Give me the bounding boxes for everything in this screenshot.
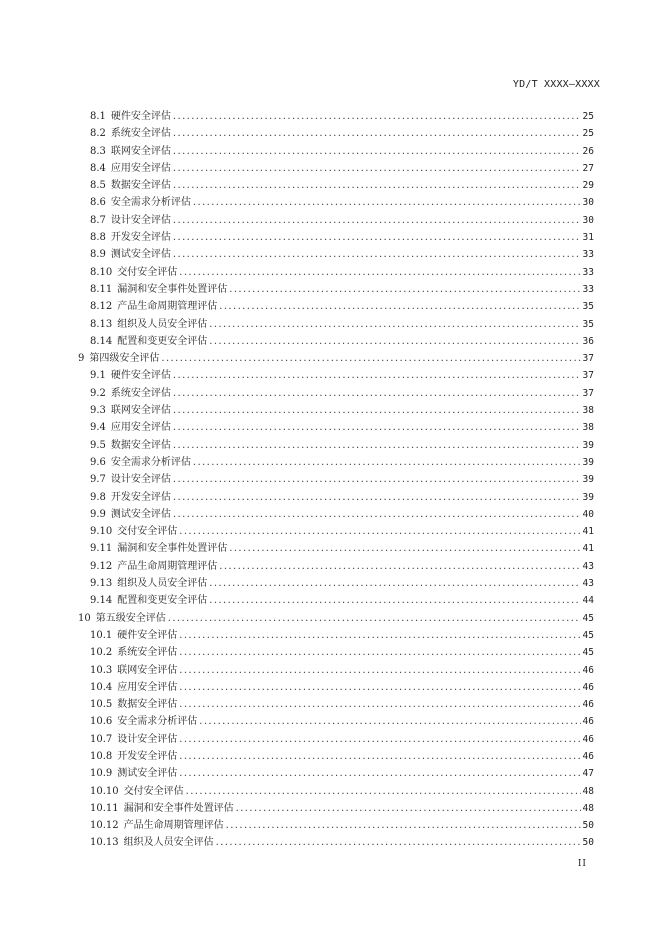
toc-entry[interactable] [78, 731, 594, 748]
toc-entry[interactable] [78, 800, 594, 817]
document-id-header: YD/T XXXX—XXXX [512, 79, 600, 90]
toc-entry-label [78, 610, 166, 627]
toc-entry[interactable] [78, 367, 594, 384]
toc-entry-number: 8.1 [90, 111, 106, 122]
toc-dot-leader [179, 264, 580, 281]
toc-entry-title: 硬件安全评估 [117, 629, 178, 641]
toc-entry[interactable] [78, 177, 594, 194]
toc-entry-number: 9.7 [90, 474, 106, 486]
toc-entry-title: 交付安全评估 [117, 526, 178, 538]
toc-entry-title: 测试安全评估 [110, 508, 171, 520]
toc-entry-label [90, 696, 177, 713]
toc-dot-leader [173, 506, 581, 523]
toc-entry-number: 9.6 [90, 456, 106, 468]
toc-entry-label [90, 143, 171, 160]
toc-entry-title: 测试安全评估 [110, 249, 171, 261]
table-of-contents [78, 108, 594, 852]
toc-entry-number: 9.4 [90, 422, 106, 434]
toc-entry-title: 测试安全评估 [117, 768, 178, 780]
toc-entry-label [90, 125, 171, 142]
toc-entry-title: 数据安全评估 [117, 699, 178, 711]
toc-entry-number: 9.5 [90, 439, 106, 451]
toc-entry-number: 8.9 [90, 249, 106, 261]
toc-entry-title: 交付安全评估 [123, 785, 184, 797]
toc-entry-label [90, 540, 227, 557]
toc-entry-number: 9.13 [90, 578, 113, 590]
toc-dot-leader [179, 765, 580, 782]
toc-entry[interactable] [78, 713, 594, 730]
toc-entry-page: 48 [582, 802, 594, 814]
toc-entry-label [90, 298, 217, 315]
toc-dot-leader [179, 696, 580, 713]
toc-entry-label [90, 748, 177, 765]
toc-entry-page: 29 [582, 180, 594, 192]
toc-entry[interactable] [78, 679, 594, 696]
toc-entry-number: 10.4 [90, 681, 113, 693]
toc-entry-number: 9.11 [90, 543, 113, 555]
toc-entry-page: 37 [582, 370, 594, 382]
toc-entry-title: 漏洞和安全事件处置评估 [117, 283, 228, 295]
toc-entry-label [90, 783, 184, 800]
toc-dot-leader [173, 246, 581, 263]
toc-entry-label [90, 402, 171, 419]
toc-dot-leader [173, 212, 581, 229]
toc-entry-number: 10.5 [90, 699, 113, 711]
toc-entry-title: 应用安全评估 [117, 681, 178, 693]
toc-entry-label [90, 489, 171, 506]
toc-entry[interactable] [78, 419, 594, 436]
toc-entry[interactable] [78, 627, 594, 644]
toc-entry-page: 50 [582, 820, 594, 832]
toc-entry[interactable] [78, 385, 594, 402]
toc-entry[interactable] [78, 160, 594, 177]
toc-entry-number: 8.13 [90, 318, 113, 330]
toc-entry[interactable] [78, 212, 594, 229]
toc-entry[interactable] [78, 437, 594, 454]
toc-entry[interactable] [78, 108, 594, 125]
toc-dot-leader [173, 177, 581, 194]
toc-entry-page: 45 [582, 647, 594, 659]
toc-entry-page: 46 [582, 699, 594, 711]
toc-entry-title: 产品生命周期管理评估 [117, 560, 218, 572]
toc-entry-page: 39 [582, 491, 594, 503]
toc-entry[interactable] [78, 558, 594, 575]
toc-entry[interactable] [78, 316, 594, 333]
toc-entry-title: 开发安全评估 [110, 232, 171, 244]
toc-entry-page: 46 [582, 750, 594, 762]
toc-entry[interactable] [78, 489, 594, 506]
toc-entry[interactable] [78, 610, 594, 627]
toc-entry-number: 10.3 [90, 664, 113, 676]
toc-entry-number: 9.3 [90, 405, 106, 417]
toc-entry-title: 漏洞和安全事件处置评估 [117, 543, 228, 555]
toc-entry-title: 联网安全评估 [110, 405, 171, 417]
toc-entry[interactable] [78, 834, 594, 851]
toc-entry[interactable] [78, 523, 594, 540]
toc-entry-page: 33 [582, 283, 594, 295]
toc-entry[interactable] [78, 402, 594, 419]
toc-entry-title: 产品生命周期管理评估 [117, 301, 218, 313]
toc-entry[interactable] [78, 765, 594, 782]
toc-entry-title: 安全需求分析评估 [110, 456, 191, 468]
toc-entry-number: 8.2 [90, 128, 106, 140]
toc-entry-label [78, 350, 159, 367]
toc-entry-label [90, 385, 171, 402]
toc-entry-page: 46 [582, 716, 594, 728]
toc-entry-label [90, 679, 177, 696]
toc-entry-page: 33 [582, 249, 594, 261]
toc-entry-page: 48 [582, 785, 594, 797]
toc-entry-page: 40 [582, 508, 594, 520]
toc-entry-number: 10.8 [90, 750, 113, 762]
toc-entry-number: 10.7 [90, 733, 113, 745]
toc-dot-leader [179, 644, 580, 661]
toc-dot-leader [173, 385, 581, 402]
toc-entry-page: 43 [582, 560, 594, 572]
toc-entry-label [90, 662, 177, 679]
toc-entry[interactable] [78, 748, 594, 765]
toc-entry[interactable] [78, 644, 594, 661]
toc-entry-label [90, 367, 171, 384]
toc-entry-page: 46 [582, 733, 594, 745]
toc-dot-leader [173, 419, 581, 436]
toc-entry-title: 组织及人员安全评估 [123, 837, 214, 849]
toc-entry-number: 9.1 [90, 370, 106, 382]
toc-dot-leader [219, 558, 580, 575]
toc-entry-label [90, 523, 177, 540]
toc-entry[interactable] [78, 229, 594, 246]
toc-entry-number: 8.5 [90, 180, 106, 192]
toc-entry-number: 9.9 [90, 508, 106, 520]
toc-dot-leader [173, 489, 581, 506]
toc-entry[interactable] [78, 143, 594, 160]
toc-dot-leader [173, 108, 581, 125]
toc-entry-page: 37 [582, 387, 594, 399]
toc-entry[interactable] [78, 575, 594, 592]
toc-entry-number: 9.10 [90, 526, 113, 538]
toc-entry-number: 8.6 [90, 197, 106, 209]
toc-dot-leader [219, 298, 580, 315]
toc-dot-leader [173, 229, 581, 246]
toc-entry-title: 应用安全评估 [110, 422, 171, 434]
toc-dot-leader [173, 125, 581, 142]
toc-entry-title: 第四级安全评估 [89, 353, 160, 365]
toc-dot-leader [179, 662, 580, 679]
toc-entry-page: 45 [582, 629, 594, 641]
toc-entry-number: 8.8 [90, 232, 106, 244]
toc-entry-label [90, 558, 217, 575]
toc-entry-number: 8.12 [90, 301, 113, 313]
toc-entry-label [90, 194, 191, 211]
toc-entry-number: 9.12 [90, 560, 113, 572]
toc-dot-leader [209, 333, 580, 350]
toc-entry-page: 30 [582, 197, 594, 209]
toc-entry[interactable] [78, 194, 594, 211]
toc-entry-label [90, 592, 207, 609]
toc-entry-label [90, 817, 224, 834]
toc-entry-number: 9.14 [90, 595, 113, 607]
toc-dot-leader [179, 748, 580, 765]
toc-entry-label [90, 281, 227, 298]
toc-dot-leader [226, 817, 581, 834]
toc-entry-title: 交付安全评估 [117, 266, 178, 278]
toc-entry-label [90, 731, 177, 748]
toc-entry-title: 产品生命周期管理评估 [123, 820, 224, 832]
toc-dot-leader [199, 713, 580, 730]
toc-entry-label [90, 834, 214, 851]
toc-dot-leader [216, 834, 581, 851]
toc-entry[interactable] [78, 662, 594, 679]
toc-entry[interactable] [78, 506, 594, 523]
toc-entry-title: 数据安全评估 [110, 439, 171, 451]
toc-entry-number: 8.3 [90, 145, 106, 157]
toc-dot-leader [173, 143, 581, 160]
toc-dot-leader [173, 402, 581, 419]
toc-entry-number: 8.4 [90, 162, 106, 174]
toc-entry[interactable] [78, 333, 594, 350]
toc-entry-number: 10.11 [90, 802, 119, 814]
toc-entry-label [90, 108, 171, 125]
toc-entry-number: 10 [78, 612, 91, 624]
toc-dot-leader [173, 160, 581, 177]
toc-entry-page: 46 [582, 681, 594, 693]
toc-entry-page: 37 [582, 353, 594, 365]
toc-entry[interactable] [78, 298, 594, 315]
toc-dot-leader [209, 592, 580, 609]
toc-entry-page: 35 [582, 318, 594, 330]
toc-entry-page: 50 [582, 837, 594, 849]
toc-entry-number: 10.10 [90, 785, 119, 797]
toc-dot-leader [168, 610, 581, 627]
toc-entry-page: 35 [582, 301, 594, 313]
toc-entry-page: 47 [582, 768, 594, 780]
toc-entry-page: 39 [582, 456, 594, 468]
toc-dot-leader [193, 454, 581, 471]
toc-entry-label [90, 419, 171, 436]
toc-entry[interactable] [78, 454, 594, 471]
toc-entry-page: 27 [582, 162, 594, 174]
toc-entry-title: 开发安全评估 [110, 491, 171, 503]
toc-dot-leader [186, 783, 581, 800]
toc-dot-leader [229, 281, 580, 298]
toc-entry-title: 组织及人员安全评估 [117, 318, 208, 330]
toc-entry-label [90, 800, 234, 817]
toc-dot-leader [179, 731, 580, 748]
toc-entry-page: 25 [582, 111, 594, 122]
toc-dot-leader [209, 316, 580, 333]
toc-entry-title: 系统安全评估 [110, 128, 171, 140]
page-number: II [577, 859, 587, 869]
toc-entry-label [90, 160, 171, 177]
toc-entry-number: 9 [78, 353, 85, 365]
toc-entry[interactable] [78, 281, 594, 298]
toc-entry-label [90, 316, 207, 333]
toc-entry[interactable] [78, 592, 594, 609]
toc-entry[interactable] [78, 246, 594, 263]
toc-entry-page: 45 [582, 612, 594, 624]
toc-entry-title: 安全需求分析评估 [117, 716, 198, 728]
toc-entry-page: 43 [582, 578, 594, 590]
toc-entry-number: 8.7 [90, 214, 106, 226]
toc-entry-number: 10.2 [90, 647, 113, 659]
toc-entry-label [90, 333, 207, 350]
toc-entry-page: 39 [582, 474, 594, 486]
toc-entry-label [90, 471, 171, 488]
toc-entry-title: 应用安全评估 [110, 162, 171, 174]
toc-entry-title: 漏洞和安全事件处置评估 [123, 802, 234, 814]
toc-entry-page: 38 [582, 405, 594, 417]
toc-entry-label [90, 454, 191, 471]
toc-entry-page: 44 [582, 595, 594, 607]
toc-entry-label [90, 644, 177, 661]
toc-entry-number: 9.8 [90, 491, 106, 503]
toc-entry-number: 8.11 [90, 283, 113, 295]
toc-entry-label [90, 177, 171, 194]
toc-entry-page: 41 [582, 543, 594, 555]
toc-entry-label [90, 713, 197, 730]
toc-entry-number: 10.9 [90, 768, 113, 780]
toc-dot-leader [236, 800, 581, 817]
toc-entry-page: 26 [582, 145, 594, 157]
toc-entry-title: 系统安全评估 [110, 387, 171, 399]
toc-entry-title: 设计安全评估 [110, 474, 171, 486]
toc-entry-title: 第五级安全评估 [95, 612, 166, 624]
toc-entry[interactable] [78, 783, 594, 800]
toc-entry-page: 38 [582, 422, 594, 434]
toc-entry[interactable] [78, 350, 594, 367]
toc-entry-number: 10.6 [90, 716, 113, 728]
toc-dot-leader [173, 367, 581, 384]
toc-entry-title: 硬件安全评估 [110, 370, 171, 382]
toc-entry-title: 组织及人员安全评估 [117, 578, 208, 590]
toc-entry[interactable] [78, 817, 594, 834]
toc-entry-number: 10.13 [90, 837, 119, 849]
toc-entry-label [90, 264, 177, 281]
toc-dot-leader [209, 575, 580, 592]
toc-entry-page: 25 [582, 128, 594, 140]
toc-entry[interactable] [78, 696, 594, 713]
toc-entry-label [90, 765, 177, 782]
toc-entry-title: 配置和变更安全评估 [117, 595, 208, 607]
toc-entry-number: 8.10 [90, 266, 113, 278]
toc-entry-label [90, 506, 171, 523]
toc-entry-number: 8.14 [90, 335, 113, 347]
toc-dot-leader [161, 350, 580, 367]
toc-entry-page: 39 [582, 439, 594, 451]
toc-entry-page: 30 [582, 214, 594, 226]
toc-entry-label [90, 246, 171, 263]
toc-entry-number: 10.12 [90, 820, 119, 832]
toc-entry-title: 联网安全评估 [117, 664, 178, 676]
toc-entry-title: 联网安全评估 [110, 145, 171, 157]
toc-dot-leader [193, 194, 581, 211]
toc-entry-title: 开发安全评估 [117, 750, 178, 762]
toc-dot-leader [173, 471, 581, 488]
toc-dot-leader [179, 627, 580, 644]
toc-dot-leader [229, 540, 580, 557]
toc-entry-title: 设计安全评估 [117, 733, 178, 745]
toc-entry[interactable] [78, 125, 594, 142]
toc-entry-label [90, 575, 207, 592]
toc-entry-page: 36 [582, 335, 594, 347]
toc-entry-page: 33 [582, 266, 594, 278]
toc-entry-page: 41 [582, 526, 594, 538]
toc-entry-number: 10.1 [90, 629, 113, 641]
toc-entry-label [90, 229, 171, 246]
toc-entry-title: 安全需求分析评估 [110, 197, 191, 209]
toc-entry-title: 数据安全评估 [110, 180, 171, 192]
toc-entry-label [90, 627, 177, 644]
toc-entry-title: 设计安全评估 [110, 214, 171, 226]
toc-dot-leader [179, 523, 580, 540]
toc-entry[interactable] [78, 471, 594, 488]
toc-entry-title: 系统安全评估 [117, 647, 178, 659]
toc-entry-page: 46 [582, 664, 594, 676]
toc-entry[interactable] [78, 540, 594, 557]
toc-entry-title: 硬件安全评估 [110, 111, 171, 122]
toc-entry-title: 配置和变更安全评估 [117, 335, 208, 347]
toc-entry-label [90, 437, 171, 454]
toc-entry-label [90, 212, 171, 229]
toc-entry-page: 31 [582, 232, 594, 244]
toc-entry-number: 9.2 [90, 387, 106, 399]
toc-dot-leader [173, 437, 581, 454]
toc-dot-leader [179, 679, 580, 696]
toc-entry[interactable] [78, 264, 594, 281]
